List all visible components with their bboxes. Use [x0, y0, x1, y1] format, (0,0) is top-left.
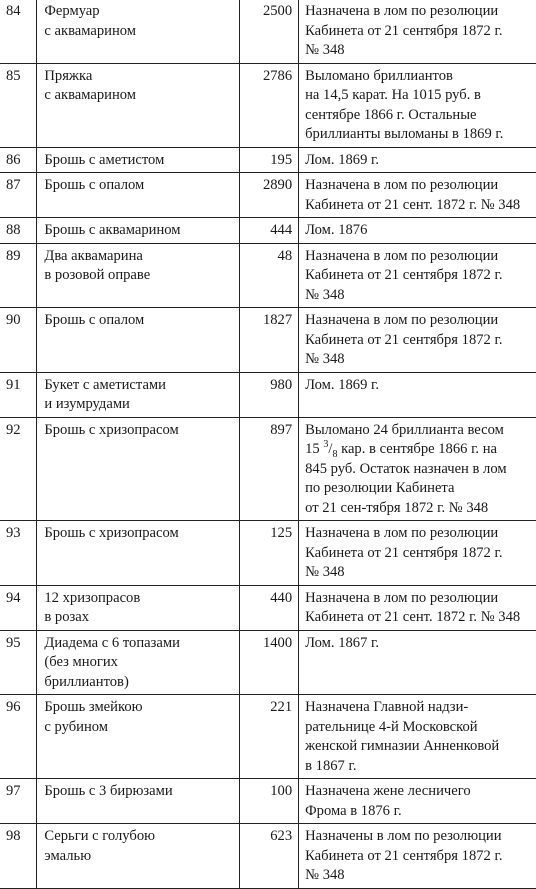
row-number: 86: [0, 147, 37, 173]
row-number: 85: [0, 63, 37, 147]
item-name: 12 хризопрасов в розах: [37, 585, 240, 630]
item-value: 444: [239, 218, 298, 244]
item-name: Фермуар с аквамарином: [37, 0, 240, 63]
item-note: Назначена в лом по резолюции Кабинета от 21 сентября 1872 г. № 348: [299, 0, 536, 63]
row-number: 97: [0, 779, 37, 824]
item-value: 100: [239, 779, 298, 824]
row-number: 89: [0, 243, 37, 308]
item-note: Лом. 1869 г.: [299, 147, 536, 173]
item-name: Брошь змейкою с рубином: [37, 695, 240, 779]
item-value: 980: [239, 372, 298, 417]
item-name: Два аквамарина в розовой оправе: [37, 243, 240, 308]
item-value: 2786: [239, 63, 298, 147]
table-row: [0, 147, 536, 173]
item-note: Выломано бриллиантов на 14,5 карат. На 1015 руб. в сентябре 1866 г. Остальные бриллианты выломаны в 1869 г.: [299, 63, 536, 147]
item-name: Пряжка с аквамарином: [37, 63, 240, 147]
table-row: [0, 630, 536, 695]
item-value: 195: [239, 147, 298, 173]
note-text-part: Выломано 24 бриллианта весом 15: [305, 421, 504, 457]
item-name: Брошь с 3 бирюзами: [37, 779, 240, 824]
row-number: 92: [0, 417, 37, 521]
table-row: [0, 173, 536, 218]
table-row: [0, 372, 536, 417]
row-number: 90: [0, 308, 37, 373]
row-number: 87: [0, 173, 37, 218]
item-value: 2890: [239, 173, 298, 218]
item-value: 623: [239, 824, 298, 889]
row-number: 84: [0, 0, 37, 63]
item-name: Брошь с опалом: [37, 308, 240, 373]
row-number: 93: [0, 521, 37, 586]
item-name: Брошь с аметистом: [37, 147, 240, 173]
table-row: [0, 779, 536, 824]
item-note: Лом. 1867 г.: [299, 630, 536, 695]
item-name: Диадема с 6 топазами (без многих бриллиантов): [37, 630, 240, 695]
item-note: Назначена в лом по резолюции Кабинета от 21 сентября 1872 г. № 348: [299, 521, 536, 586]
row-number: 96: [0, 695, 37, 779]
row-number: 91: [0, 372, 37, 417]
table-row: [0, 824, 536, 889]
fraction-numerator: 3: [323, 439, 329, 451]
row-number: 98: [0, 824, 37, 889]
item-name: Серьги с голубою эмалью: [37, 824, 240, 889]
table-row: [0, 63, 536, 147]
item-value: 221: [239, 695, 298, 779]
table-row: [0, 218, 536, 244]
item-value: 897: [239, 417, 298, 521]
item-name: Букет с аметистами и изумрудами: [37, 372, 240, 417]
item-name: Брошь с опалом: [37, 173, 240, 218]
item-note: Назначена в лом по резолюции Кабинета от 21 сент. 1872 г. № 348: [299, 585, 536, 630]
fraction-slash: /: [328, 441, 333, 457]
item-name: Брошь с аквамарином: [37, 218, 240, 244]
item-note: Лом. 1869 г.: [299, 372, 536, 417]
item-note: Назначена жене лесничего Фрома в 1876 г.: [299, 779, 536, 824]
table-row: [0, 308, 536, 373]
item-name: Брошь с хризопрасом: [37, 417, 240, 521]
item-value: 48: [239, 243, 298, 308]
note-text-part: кар. в сентябре 1866 г. на 845 руб. Остаток назначен в лом по резолюции Кабинета от 21 сен-тября 1872 г. № 348: [305, 441, 507, 516]
item-note: Назначена в лом по резолюции Кабинета от 21 сентября 1872 г. № 348: [299, 308, 536, 373]
item-value: 1400: [239, 630, 298, 695]
row-number: 95: [0, 630, 37, 695]
row-number: 94: [0, 585, 37, 630]
item-value: 125: [239, 521, 298, 586]
item-name: Брошь с хризопрасом: [37, 521, 240, 586]
item-value: 2500: [239, 0, 298, 63]
table-row: [0, 521, 536, 586]
item-note: Назначена Главной надзи- рательнице 4-й Московской женской гимназии Анненковой в 1867 г.: [299, 695, 536, 779]
item-value: 1827: [239, 308, 298, 373]
table-row: [0, 0, 536, 63]
table-row: [0, 243, 536, 308]
item-note: [299, 417, 536, 521]
item-note: Назначены в лом по резолюции Кабинета от 21 сентября 1872 г. № 348: [299, 824, 536, 889]
row-number: 88: [0, 218, 37, 244]
item-note: Назначена в лом по резолюции Кабинета от 21 сентября 1872 г. № 348: [299, 243, 536, 308]
item-note: Лом. 1876: [299, 218, 536, 244]
table-row: [0, 417, 536, 521]
table-row: [0, 585, 536, 630]
table-row: [0, 695, 536, 779]
item-value: 440: [239, 585, 298, 630]
fraction-denominator: 8: [332, 448, 338, 460]
item-note: Назначена в лом по резолюции Кабинета от 21 сент. 1872 г. № 348: [299, 173, 536, 218]
